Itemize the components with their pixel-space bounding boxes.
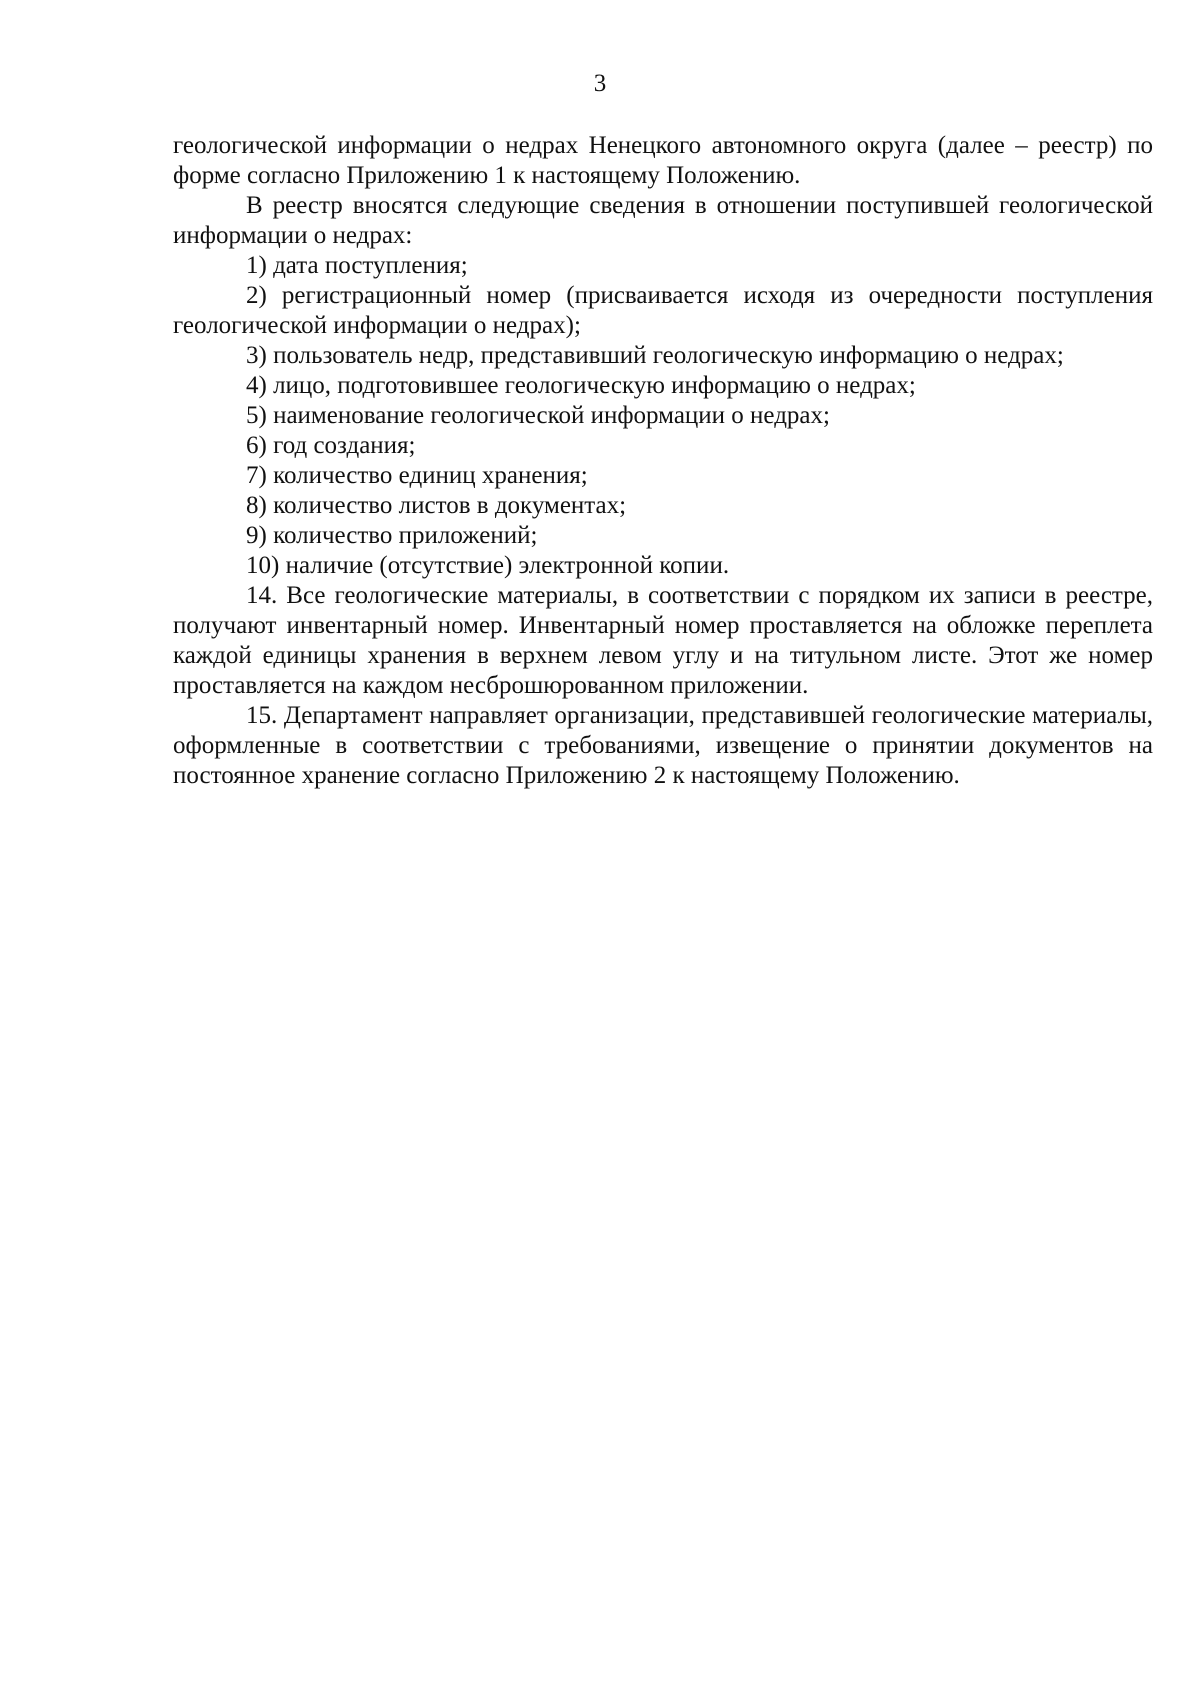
list-item: 8) количество листов в документах; [246, 492, 627, 519]
list-item: 1) дата поступления; [246, 252, 468, 279]
list-item: 5) наименование геологической информации о недрах; [246, 402, 830, 429]
paragraph-registry-contents: В реестр вносятся следующие сведения в отношении поступившей геологической информации о недрах: [173, 192, 1153, 249]
list-item: 7) количество единиц хранения; [246, 462, 588, 489]
list-item: 4) лицо, подготовившее геологическую информацию о недрах; [246, 372, 916, 399]
list-item: 6) год создания; [246, 432, 416, 459]
list-item: 9) количество приложений; [246, 522, 538, 549]
paragraph-registry-intro: геологической информации о недрах Ненецкого автономного округа (далее – реестр) по форме согласно Приложению 1 к настоящему Положению. [173, 132, 1153, 189]
list-item: 3) пользователь недр, представивший геологическую информацию о недрах; [246, 342, 1064, 369]
registry-fields-list [173, 251, 1153, 581]
paragraph-15-notification: 15. Департамент направляет организации, представившей геологические материалы, оформленные в соответствии с требованиями, извещение о принятии документов на постоянное хранение согласно Приложению 2 к настоящему Положению. [173, 702, 1153, 789]
list-item: 2) регистрационный номер (присваивается исходя из очередности поступления геологической информации о недрах); [173, 282, 1153, 339]
page-number: 3 [593, 70, 607, 97]
paragraph-14-inventory-number: 14. Все геологические материалы, в соответствии с порядком их записи в реестре, получают инвентарный номер. Инвентарный номер проставляется на обложке переплета каждой единицы хранения в верхнем левом углу и на титульном листе. Этот же номер проставляется на каждом несброшюрованном приложении. [173, 582, 1153, 699]
list-item: 10) наличие (отсутствие) электронной копии. [246, 552, 730, 579]
document-body [173, 131, 1153, 791]
